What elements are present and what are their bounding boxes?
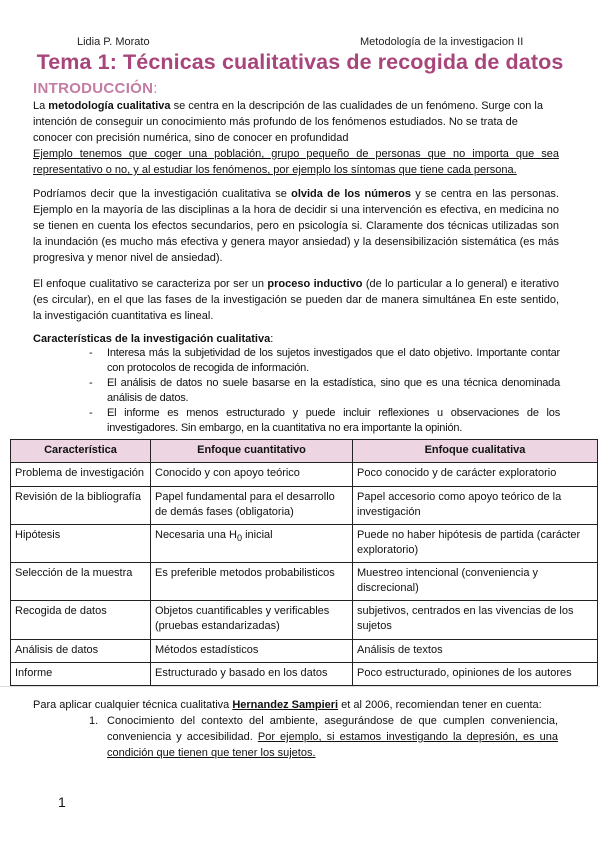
- table-cell: Puede no haber hipótesis de partida (carácter exploratorio): [353, 525, 598, 563]
- table-row: [11, 640, 598, 663]
- table-row: [11, 663, 598, 686]
- table-cell: Papel fundamental para el desarrollo de demás fases (obligatoria): [151, 487, 353, 525]
- dash-bullet: -: [89, 407, 93, 419]
- characteristics-list: [89, 346, 560, 436]
- numbered-list-item: [89, 713, 558, 761]
- comparison-table: [10, 439, 598, 686]
- table-cell: Es preferible metodos probabilisticos: [151, 563, 353, 601]
- table-row: [11, 487, 598, 525]
- column-header: Enfoque cualitativa: [353, 440, 598, 463]
- table-cell: Objetos cuantificables y verificables (pruebas estandarizadas): [151, 601, 353, 640]
- page-title: Tema 1: Técnicas cualitativas de recogida de datos: [36, 50, 564, 74]
- table-cell: subjetivos, centrados en las vivencias de los sujetos: [353, 601, 598, 640]
- paragraph-recommendations: [33, 697, 573, 713]
- underlined-example: Por ejemplo, si estamos investigando la depresión, es una condición que tienen que tener los sujetos.: [107, 731, 558, 759]
- paragraph-numbers: [33, 186, 559, 266]
- divider: [0, 686, 600, 687]
- table-cell: Poco estructurado, opiniones de los autores: [353, 663, 598, 686]
- page-number: 1: [58, 794, 66, 810]
- text: La: [33, 100, 49, 112]
- dash-bullet: -: [89, 377, 93, 389]
- dash-bullet: -: [89, 347, 93, 359]
- list-item: [89, 346, 560, 376]
- list-item: [89, 406, 560, 436]
- text: Para aplicar cualquier técnica cualitativa: [33, 699, 233, 711]
- column-header: Característica: [11, 440, 151, 463]
- list-item-text: Interesa más la subjetividad de los sujetos investigados que el dato objetivo. Importante contar con protocolos de recogida de información.: [107, 347, 560, 374]
- table-cell: [151, 525, 353, 563]
- text: inicial: [242, 529, 273, 541]
- list-item-text: El informe es menos estructurado y puede incluir reflexiones u observaciones de los investigadores. Sin embargo, en la cuantitativa no era importante la opinión.: [107, 407, 560, 434]
- table-cell: Muestreo intencional (conveniencia y discrecional): [353, 563, 598, 601]
- list-number: 1.: [89, 715, 99, 727]
- column-header: Enfoque cuantitativo: [151, 440, 353, 463]
- table-row: [11, 525, 598, 563]
- table-cell: Selección de la muestra: [11, 563, 151, 601]
- text: Necesaria una H: [155, 529, 237, 541]
- section-heading-text: INTRODUCCIÓN: [33, 80, 154, 97]
- text: Podríamos decir que la investigación cualitativa se: [33, 188, 292, 200]
- table-cell: Informe: [11, 663, 151, 686]
- table-row: [11, 601, 598, 640]
- paragraph-inductive: [33, 276, 559, 324]
- table-cell: Poco conocido y de carácter exploratorio: [353, 463, 598, 487]
- text: El enfoque cualitativo se caracteriza por ser un: [33, 278, 268, 290]
- bold-term: metodología cualitativa: [48, 100, 171, 112]
- bold-term: proceso inductivo: [267, 278, 363, 290]
- list-item-text: Conocimiento del contexto del ambiente, asegurándose de que cumplen conveniencia, conveniencia y accesibilidad.: [107, 715, 558, 743]
- table-cell: Análisis de datos: [11, 640, 151, 663]
- table-cell: Conocido y con apoyo teórico: [151, 463, 353, 487]
- table-header-row: [11, 440, 598, 463]
- text: y se centra en las personas. Ejemplo en la mayoría de las disciplinas a la hora de decidir si una intervención es efectiva, en medicina no se tienen en cuenta los efectos secundarios, pero en psicología si. Claramente dos técnicas utilizadas son la inundación (es mucho más efectiva y genera mayor ansiedad) y la desensibilización sistemática (es más progresiva y menor nivel de ansiedad).: [33, 188, 559, 264]
- table-cell: Revisión de la bibliografía: [11, 487, 151, 525]
- subscript: 0: [236, 533, 243, 544]
- text: se centra en la descripción de las cualidades de un fenómeno. Surge con la intención de conseguir un conocimiento más profundo de los fenómenos estudiados. No se trata de conocer con precisión numérica, sino de conocer en profundidad: [33, 100, 543, 144]
- table-cell: Estructurado y basado en los datos: [151, 663, 353, 686]
- header-course: Metodología de la investigacion II: [360, 36, 524, 48]
- list-item-text: El análisis de datos no suele basarse en la estadística, sino que es una técnica denominada análisis de datos.: [107, 377, 560, 404]
- table-cell: Recogida de datos: [11, 601, 151, 640]
- table-cell: Métodos estadísticos: [151, 640, 353, 663]
- table-row: [11, 563, 598, 601]
- text: et al 2006, recomiendan tener en cuenta:: [338, 699, 542, 711]
- bold-term: olvida de los números: [291, 188, 411, 200]
- table-cell: Papel accesorio como apoyo teórico de la investigación: [353, 487, 598, 525]
- heading-text: Características de la investigación cualitativa: [33, 333, 271, 345]
- text: (de lo particular a lo general) e iterativo (es circular), en el que las fases de la investigación se pueden dar de manera simultánea En este sentido, la investigación cuantitativa es lineal.: [33, 278, 559, 322]
- table-row: [11, 463, 598, 487]
- table-cell: Problema de investigación: [11, 463, 151, 487]
- section-heading: [33, 80, 158, 97]
- paragraph-intro: [33, 98, 559, 178]
- author-reference: Hernandez Sampieri: [232, 699, 339, 711]
- underlined-example: Ejemplo tenemos que coger una población, grupo pequeño de personas que no importa que sea representativo o no, y al estudiar los fenómenos, por ejemplo los síntomas que tiene cada persona.: [33, 148, 559, 176]
- header-author: Lidia P. Morato: [77, 36, 150, 48]
- heading-colon: :: [270, 333, 274, 345]
- list-item: [89, 376, 560, 406]
- section-heading-colon: :: [153, 80, 158, 97]
- table-cell: Análisis de textos: [353, 640, 598, 663]
- characteristics-heading: [33, 331, 559, 347]
- table-cell: Hipótesis: [11, 525, 151, 563]
